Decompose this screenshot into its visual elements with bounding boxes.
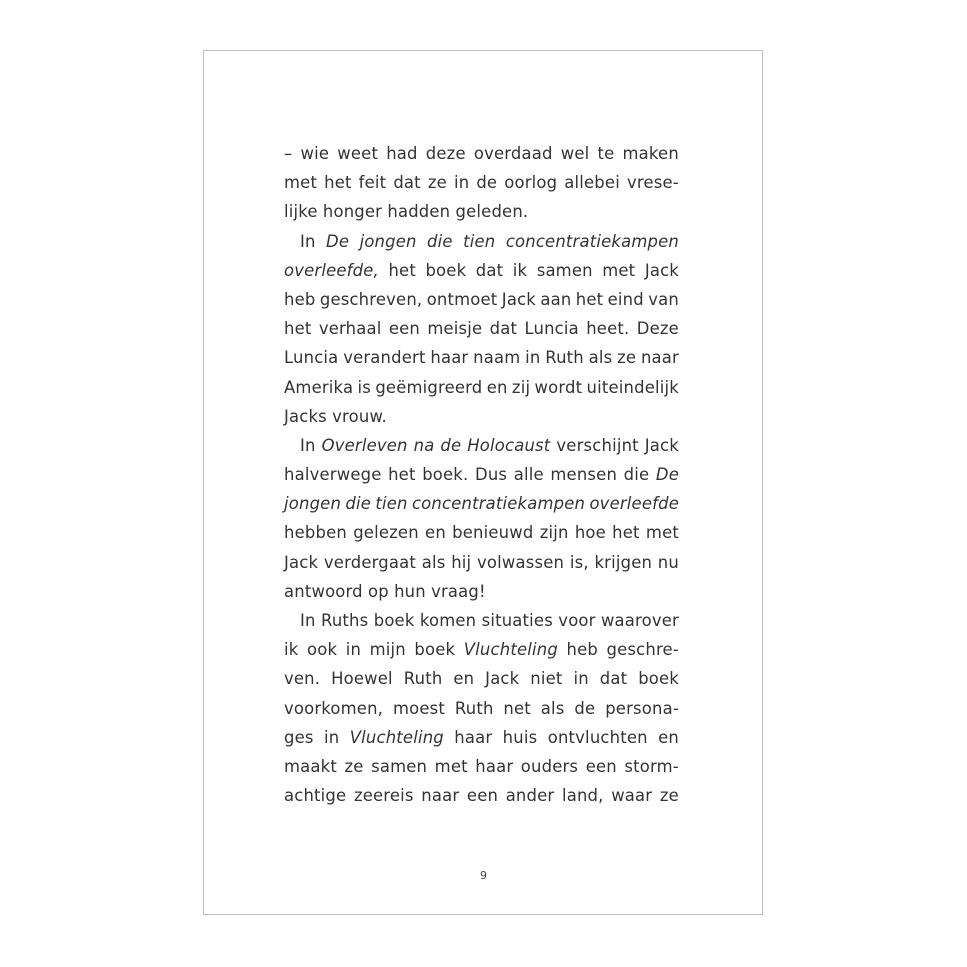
word: lijke	[284, 202, 318, 222]
word: met	[645, 523, 679, 543]
word: haar	[475, 756, 514, 776]
word: Amerika	[284, 377, 354, 397]
word: krijgen	[594, 552, 653, 572]
text-line	[284, 256, 679, 285]
word: geschreven,	[319, 289, 423, 309]
word: Ruth	[454, 698, 494, 718]
word: eind	[607, 289, 644, 309]
word: is,	[569, 552, 589, 572]
word: van	[648, 289, 679, 309]
word: Jacks	[284, 406, 327, 426]
word: komen	[419, 611, 477, 630]
word: Jack	[501, 289, 536, 309]
word: Ruths	[320, 611, 369, 630]
word: Jack	[485, 669, 520, 689]
italic-word: die	[427, 231, 453, 251]
word: In	[300, 231, 316, 251]
word: en	[658, 727, 679, 747]
word: Dus	[475, 465, 508, 485]
italic-word: tien	[463, 231, 496, 251]
word: een	[466, 786, 499, 806]
word: Deze	[636, 319, 679, 339]
word: In	[300, 611, 316, 630]
word: mijn	[369, 640, 406, 660]
word: hun	[394, 581, 426, 601]
word: het	[388, 465, 416, 485]
word: met	[434, 756, 468, 776]
word: ontmoet	[426, 289, 498, 309]
word: hij	[451, 552, 472, 572]
word: Jack	[644, 435, 679, 455]
word: het	[324, 173, 352, 193]
text-line	[284, 431, 679, 460]
word: en	[425, 523, 446, 543]
word: waarover	[600, 611, 679, 630]
word: boek	[373, 611, 415, 630]
word: meisje	[427, 319, 483, 339]
paragraph	[284, 139, 679, 227]
text-line	[284, 518, 679, 547]
italic-word: jongen	[284, 494, 342, 514]
word: ander	[505, 786, 555, 806]
word: samen	[536, 260, 593, 280]
word: een	[585, 756, 617, 776]
word: de	[476, 173, 498, 193]
italic-word: Overleven	[321, 435, 408, 455]
word: uiteindelijk	[586, 377, 679, 397]
word: voor	[558, 611, 596, 630]
word: Jack	[284, 552, 319, 572]
italic-word: concentratiekampen	[505, 231, 679, 251]
word: en	[486, 377, 508, 397]
word: heb	[284, 289, 316, 309]
word: ze	[659, 786, 679, 806]
word: Jack	[644, 260, 679, 280]
word: gelezen	[353, 523, 419, 543]
word: te	[597, 144, 615, 163]
word: heb	[566, 640, 598, 660]
word: in	[453, 173, 470, 193]
word: geleden.	[455, 202, 529, 222]
word: antwoord	[284, 581, 363, 601]
page-body-text	[284, 139, 679, 810]
word: storm-	[624, 756, 679, 776]
word: en	[453, 669, 475, 689]
word: weet	[337, 144, 379, 163]
italic-word: concentratiekampen	[411, 494, 586, 514]
word: verschijnt	[556, 435, 639, 455]
word: vraag!	[431, 581, 486, 601]
text-line	[284, 285, 679, 314]
word: met	[602, 260, 636, 280]
italic-word: jongen	[359, 231, 417, 251]
word: wordt	[534, 377, 583, 397]
word: samen	[371, 756, 428, 776]
word: Ruth	[403, 669, 443, 689]
word: feit	[358, 173, 387, 193]
word: In	[300, 435, 316, 455]
word: zeereis	[353, 786, 414, 806]
text-line	[284, 635, 679, 664]
word: naar	[640, 348, 679, 368]
word: de	[574, 698, 596, 718]
word: hebben	[284, 523, 347, 543]
word: geschre-	[606, 640, 679, 660]
word: dat	[475, 260, 504, 280]
italic-word: Vluchteling	[463, 640, 558, 660]
word: als	[540, 698, 565, 718]
word: boek	[638, 669, 679, 689]
word: in	[573, 669, 589, 689]
word: wel	[560, 144, 590, 163]
word: halverwege	[284, 465, 382, 485]
word: wie	[300, 144, 330, 163]
paragraph	[284, 431, 679, 606]
word: zijn	[539, 523, 569, 543]
word: in	[324, 727, 340, 747]
word: –	[284, 144, 293, 163]
word: dat	[489, 319, 518, 339]
word: Hoewel	[331, 669, 393, 689]
word: als	[421, 552, 446, 572]
text-line	[284, 664, 679, 693]
word: achtige	[284, 786, 347, 806]
word: vrouw.	[332, 406, 387, 426]
word: situaties	[481, 611, 553, 630]
word: het	[284, 319, 312, 339]
word: dat	[599, 669, 628, 689]
word: als	[588, 348, 613, 368]
word: heet.	[586, 319, 630, 339]
word: oorlog	[504, 173, 558, 193]
word: het	[612, 523, 640, 543]
word: allebei	[564, 173, 620, 193]
word: net	[503, 698, 531, 718]
italic-word: overleefde,	[284, 260, 379, 280]
italic-word: de	[440, 435, 462, 455]
italic-word: overleefde	[589, 494, 679, 514]
word: deze	[425, 144, 466, 163]
word: voorkomen,	[284, 698, 384, 718]
text-line	[284, 343, 679, 372]
word: boek	[425, 260, 467, 280]
word: Luncia	[524, 319, 579, 339]
word: vrese-	[626, 173, 679, 193]
italic-word: Holocaust	[467, 435, 551, 455]
word: benieuwd	[452, 523, 534, 543]
word: het	[575, 289, 604, 309]
word: haar	[430, 348, 469, 368]
text-line	[284, 752, 679, 781]
word: is	[357, 377, 372, 397]
text-line	[284, 606, 679, 635]
word: op	[368, 581, 389, 601]
word: nu	[657, 552, 679, 572]
text-line	[284, 723, 679, 752]
word: die	[623, 465, 650, 485]
word: waar	[611, 786, 653, 806]
text-line	[284, 548, 679, 577]
word: overdaad	[473, 144, 553, 163]
page-number: 9	[480, 869, 487, 882]
word: ze	[344, 756, 364, 776]
text-line	[284, 197, 679, 226]
word: hadden	[387, 202, 451, 222]
text-line	[284, 460, 679, 489]
paragraph	[284, 606, 679, 810]
text-line	[284, 314, 679, 343]
text-line	[284, 227, 679, 256]
word: in	[345, 640, 362, 660]
text-line	[284, 694, 679, 723]
word: boek.	[422, 465, 469, 485]
word: dat	[393, 173, 421, 193]
word: ik	[512, 260, 528, 280]
word: verhaal	[318, 319, 382, 339]
word: aan	[540, 289, 572, 309]
word: honger	[322, 202, 383, 222]
text-line	[284, 402, 679, 431]
word: een	[388, 319, 420, 339]
italic-word: tien	[375, 494, 408, 514]
italic-word: De	[655, 465, 679, 485]
text-line	[284, 577, 679, 606]
word: mensen	[550, 465, 618, 485]
word: ontvluchten	[547, 727, 648, 747]
word: maken	[622, 144, 679, 163]
word: in	[525, 348, 541, 368]
word: Luncia	[284, 348, 339, 368]
word: ouders	[520, 756, 579, 776]
word: niet	[530, 669, 563, 689]
word: ges	[284, 727, 314, 747]
word: met	[284, 173, 318, 193]
paragraph	[284, 227, 679, 431]
word: had	[386, 144, 418, 163]
word: huis	[502, 727, 538, 747]
word: geëmigreerd	[375, 377, 483, 397]
text-line	[284, 139, 679, 168]
word: hoe	[574, 523, 606, 543]
word: ik	[284, 640, 299, 660]
word: ze	[427, 173, 447, 193]
word: alle	[513, 465, 544, 485]
word: boek	[414, 640, 456, 660]
word: het	[388, 260, 416, 280]
word: persona-	[605, 698, 679, 718]
text-line	[284, 781, 679, 810]
text-line	[284, 373, 679, 402]
word: verdergaat	[323, 552, 416, 572]
word: maakt	[284, 756, 337, 776]
word: ven.	[284, 669, 321, 689]
italic-word: De	[326, 231, 350, 251]
word: naam	[473, 348, 521, 368]
word: verandert	[343, 348, 426, 368]
word: volwassen	[477, 552, 565, 572]
word: ook	[307, 640, 338, 660]
word: naar	[421, 786, 460, 806]
italic-word: na	[413, 435, 435, 455]
word: Ruth	[545, 348, 584, 368]
italic-word: Vluchteling	[349, 727, 444, 747]
word: land,	[561, 786, 604, 806]
italic-word: die	[345, 494, 372, 514]
word: haar	[454, 727, 493, 747]
text-line	[284, 489, 679, 518]
word: moest	[392, 698, 446, 718]
word: ze	[617, 348, 637, 368]
word: zij	[511, 377, 531, 397]
text-line	[284, 168, 679, 197]
